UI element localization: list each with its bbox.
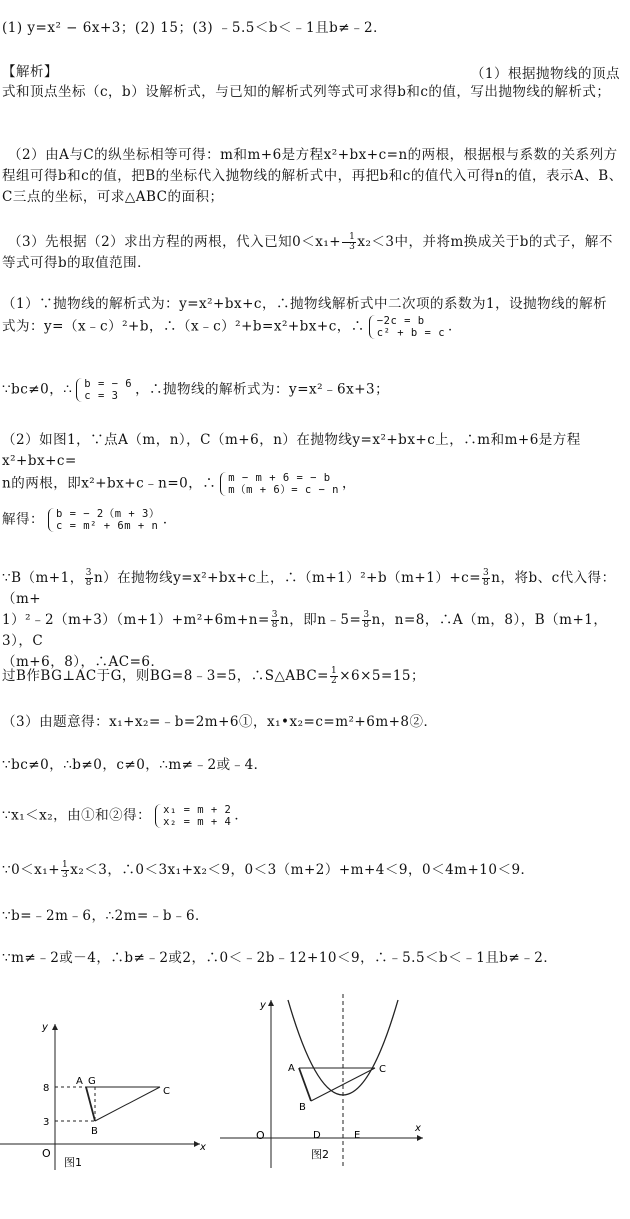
fig1-segment-bc <box>95 1087 160 1121</box>
analysis-p3-a: （3）先根据（2）求出方程的两根，代入已知0＜x₁+ <box>8 234 342 250</box>
fig2-y-label: y <box>260 1000 266 1011</box>
equation-system-5: x₁ = m + 2 x₂ = m + 4 <box>154 804 231 828</box>
fig1-caption: 图1 <box>64 1156 82 1169</box>
fig2-x-label: x <box>415 1123 421 1134</box>
fraction-one-third: $\frac{1}{3}$ <box>342 233 356 252</box>
fig1-y-label: y <box>42 1022 48 1033</box>
analysis-p2: （2）由A与C的纵坐标相等可得：m和m+6是方程x²+bx+c=n的两根，根据根与系数的关系列方程组可得b和c的值，把B的坐标代入抛物线的解析式中，再把b和c的值代入可得n的值，表示A、B、C三点的坐标，可求△ABC的面积； <box>2 147 623 205</box>
solution-step-9: ∵x₁＜x₂，由①和②得： x₁ = m + 2 x₂ = m + 4 ． <box>2 804 249 828</box>
analysis-p1-start: （1）根据抛物线的顶点 <box>470 66 620 82</box>
analysis-heading: 【解析】 <box>2 64 58 80</box>
fig1-tick-8: 8 <box>43 1083 50 1094</box>
analysis-p3-b: x₂＜3中，并将m换成关于b的式子，解不等式可得b的取值范围． <box>2 234 613 271</box>
solution-step-4: 解得： b = − 2（m + 3） c = m² + 6m + n ． <box>2 508 177 532</box>
equation-system-2: b = − 6 c = 3 <box>75 378 132 402</box>
solution-step-3: （2）如图1，∵点A（m，n），C（m+6，n）在抛物线y=x²+bx+c上，∴m和m+6是方程x²+bx+c= n的两根，即x²+bx+c﹣n=0，∴ m − m + 6 = − b m（m + 6）= c − n ， <box>2 432 581 496</box>
fig2-label-b: B <box>299 1102 306 1113</box>
solution-step-10: ∵0＜x₁+ $\frac{1}{3}$ x₂＜3，∴0＜3x₁+x₂＜9，0＜3（m+2）+m+4＜9，0＜4m+10＜9． <box>2 860 535 880</box>
analysis-p3 <box>2 232 624 274</box>
fig2-origin: O <box>256 1129 265 1142</box>
figure-2 <box>215 990 430 1170</box>
figure-1 <box>0 1010 215 1180</box>
analysis-p1: 式和顶点坐标（c，b）设解析式，与已知的解析式列等式可求得b和c的值，写出抛物线的解析式； <box>2 84 611 100</box>
equation-system-4: b = − 2（m + 3） c = m² + 6m + n <box>47 508 160 532</box>
fig2-label-d: D <box>313 1130 321 1141</box>
solution-step-11: ∵b=﹣2m﹣6，∴2m=﹣b﹣6． <box>2 908 210 924</box>
fig1-label-a: A <box>76 1076 83 1087</box>
fig2-label-e: E <box>354 1130 361 1141</box>
solution-step-7: （3）由题意得：x₁+x₂=﹣b=2m+6①，x₁•x₂=c=m²+6m+8②． <box>2 714 438 730</box>
fig2-segment-ab <box>299 1068 311 1101</box>
fig1-tick-3: 3 <box>43 1117 50 1128</box>
fig2-label-a: A <box>288 1063 295 1074</box>
equation-system-3: m − m + 6 = − b m（m + 6）= c − n <box>219 472 339 496</box>
fig1-label-c: C <box>163 1086 170 1097</box>
fig1-label-b: B <box>91 1126 98 1137</box>
solution-step-8: ∵bc≠0，∴b≠0，c≠0，∴m≠﹣2或﹣4． <box>2 757 268 773</box>
solution-step-12: ∵m≠﹣2或－4，∴b≠﹣2或2，∴0＜﹣2b﹣12+10＜9，∴﹣5.5＜b＜﹣1且b≠﹣2． <box>2 950 558 966</box>
fig2-caption: 图2 <box>311 1148 329 1161</box>
solution-step-6: 过B作BG⊥AC于G，则BG=8﹣3=5，∴S△ABC= $\frac{1}{2}$ ×6×5=15； <box>2 666 426 686</box>
fig1-x-label: x <box>200 1142 206 1153</box>
fig1-origin: O <box>42 1147 51 1160</box>
solution-step-1: （1）∵抛物线的解析式为：y=x²+bx+c，∴抛物线解析式中二次项的系数为1，设抛物线的解析 式为：y=（x﹣c）²+b，∴（x﹣c）²+b=x²+bx+c，∴ −2c = b c² + b = c ． <box>2 296 608 339</box>
solution-step-5: ∵B（m+1， $\frac{3}{8}$ n）在抛物线y=x²+bx+c上，∴（m+1）²+b（m+1）+c= $\frac{3}{8}$ n，将b、c代入得：（m+ 1）²﹣2（m+3）（m+1）+m²+6m+n= $\frac{3}{8}$ n，即n﹣5= $\frac{3}{8}$ n，n=8，∴A（m，8），B（m+1，3），C （m+6，8），∴AC=6． <box>2 568 616 670</box>
fig1-segment-ab <box>86 1087 95 1121</box>
fig1-label-g: G <box>88 1076 96 1087</box>
solution-step-2: ∵bc≠0，∴ b = − 6 c = 3 ，∴抛物线的解析式为：y=x²﹣6x+3； <box>2 378 390 402</box>
equation-system-1: −2c = b c² + b = c <box>368 315 445 339</box>
answer-line: (1) y=x² − 6x+3；(2) 15；(3) ﹣5.5＜b＜﹣1且b≠﹣2． <box>2 20 388 36</box>
fig2-label-c: C <box>379 1064 386 1075</box>
